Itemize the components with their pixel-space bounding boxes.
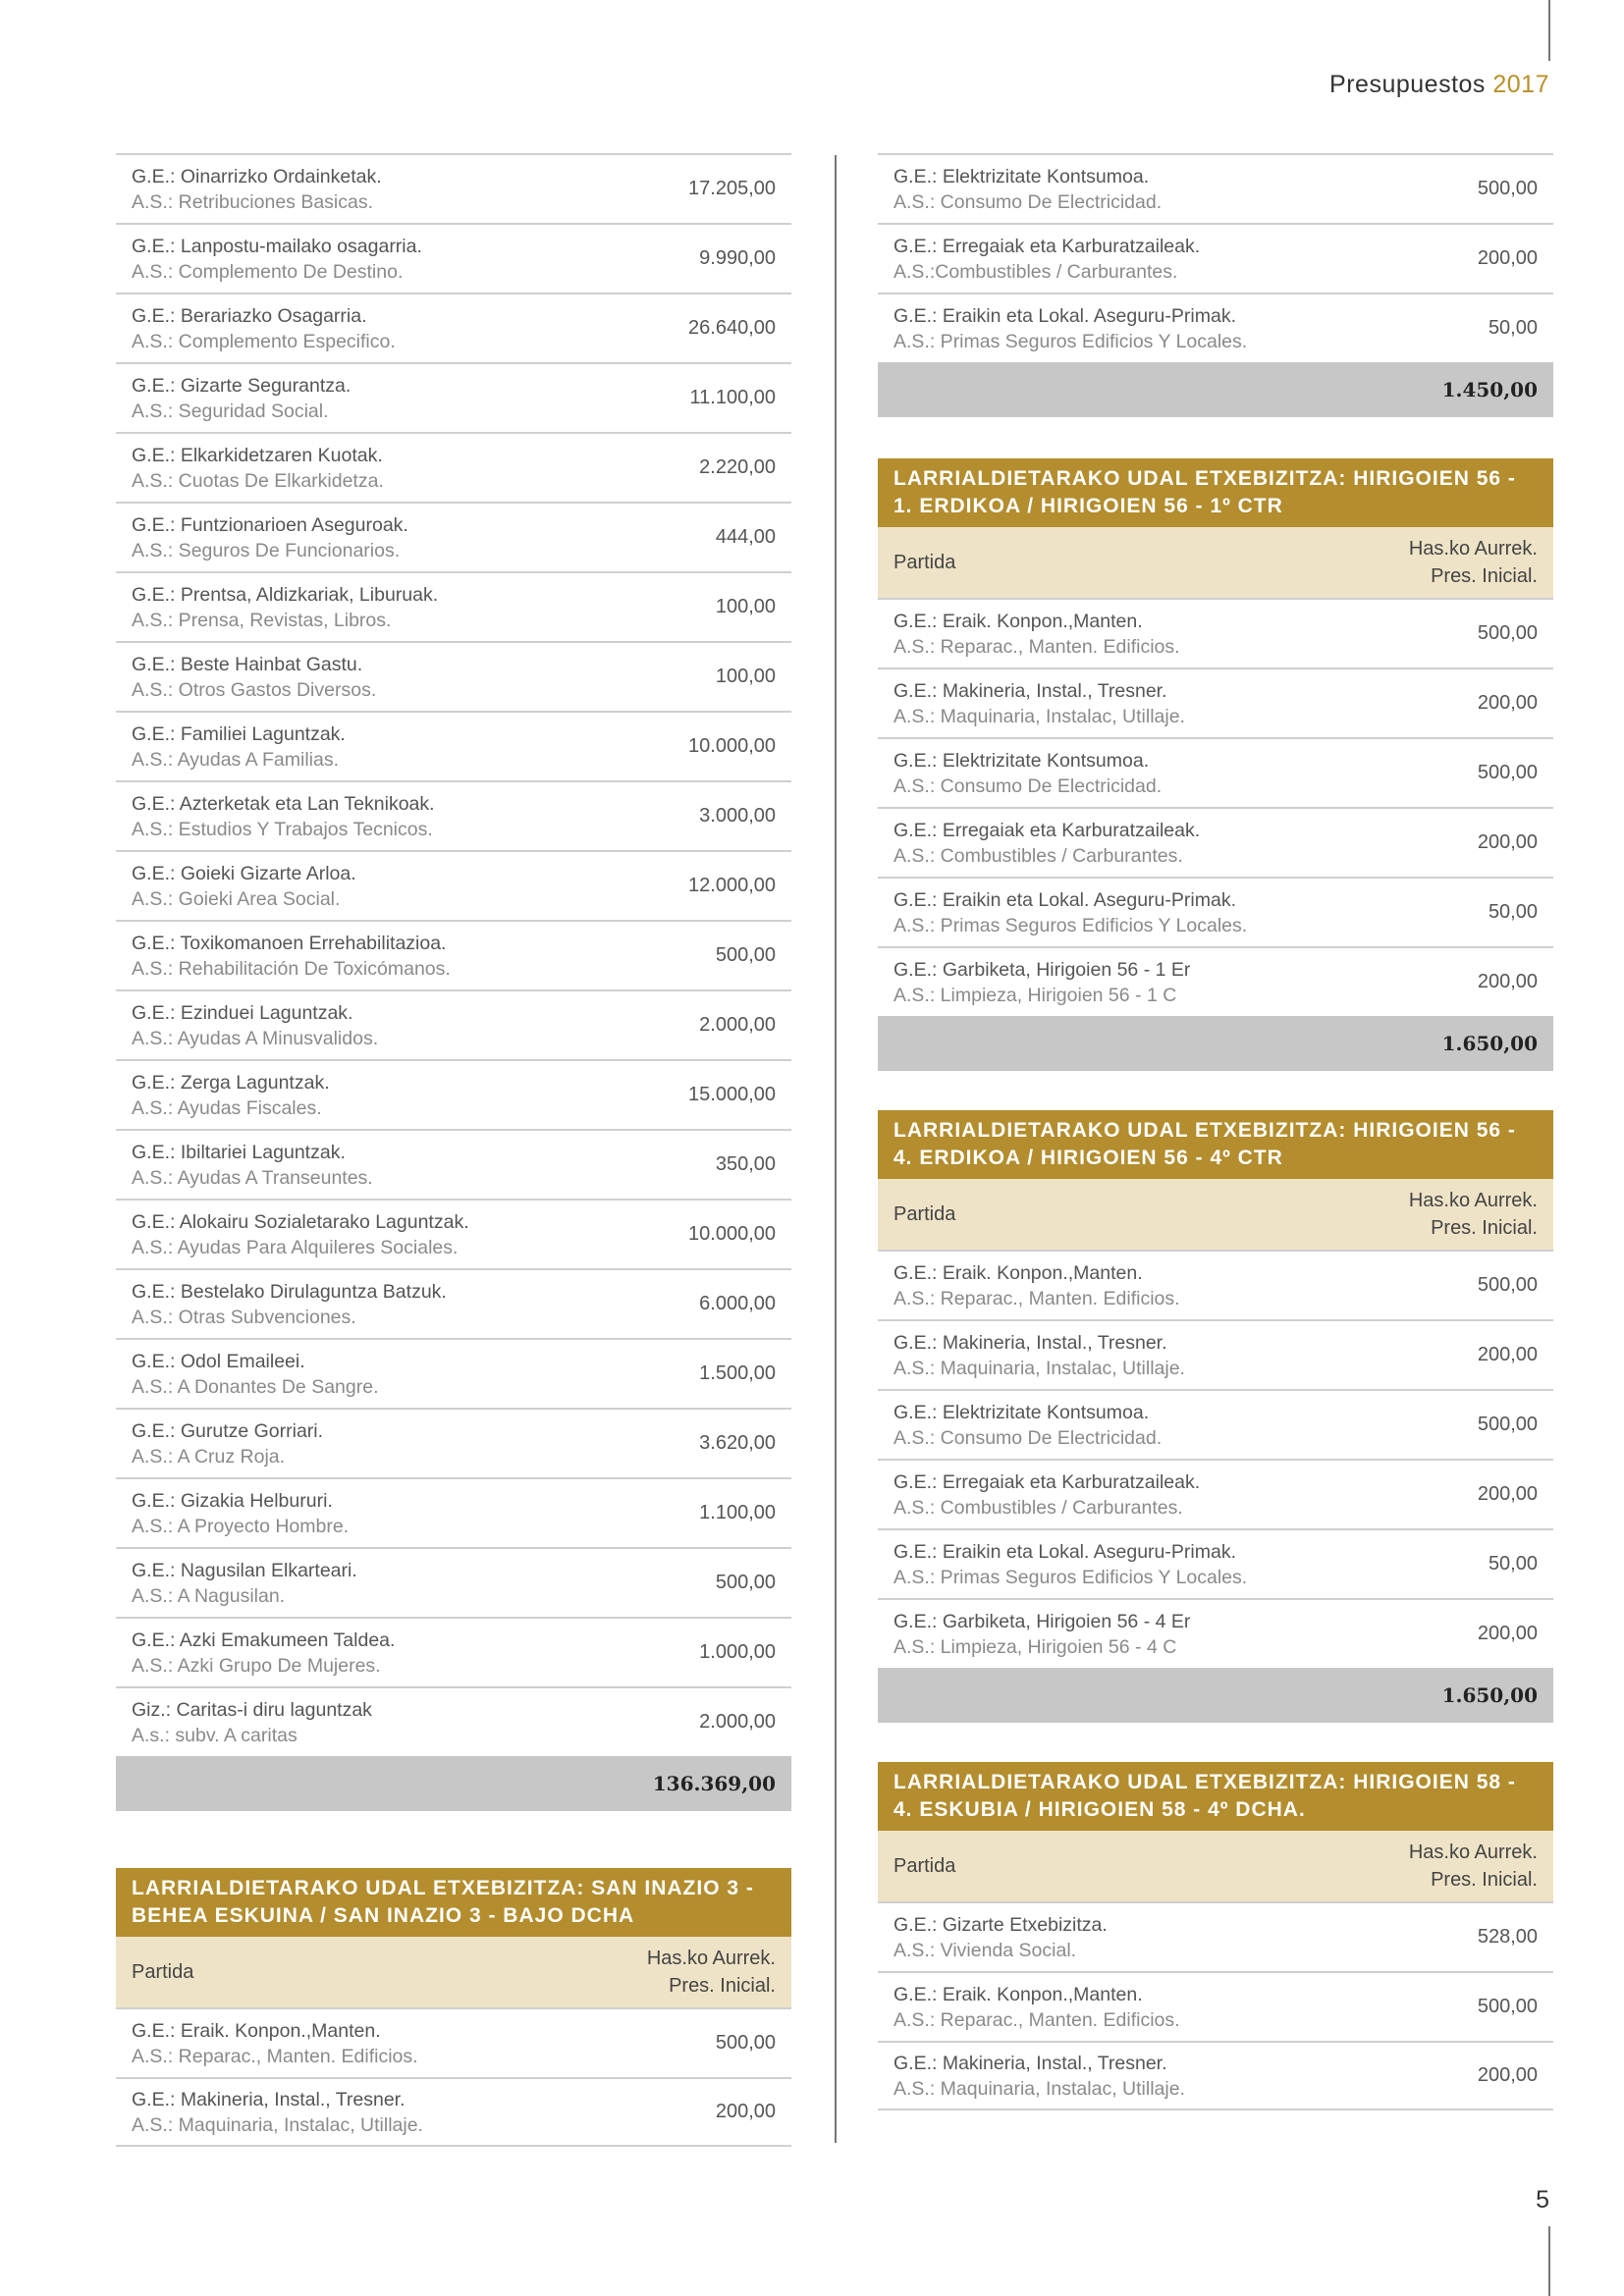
total-value: 1.650,00 xyxy=(1441,1683,1538,1707)
section-title-line: 1. ERDIKOA / HIRIGOIEN 56 - 1º CTR xyxy=(893,495,1283,517)
budget-row-labels xyxy=(132,1279,447,1330)
has-line2: Pres. Inicial. xyxy=(669,1975,776,1997)
budget-row xyxy=(878,667,1553,737)
partida-label: Partida xyxy=(893,1854,956,1877)
budget-value: 500,00 xyxy=(715,1572,776,1593)
budget-row-labels xyxy=(132,1558,357,1609)
spanish-label: A.S.: Maquinaria, Instalac, Utillaje. xyxy=(893,705,1185,727)
spanish-label: A.S.: Primas Seguros Edificios Y Locales. xyxy=(893,914,1248,936)
budget-value: 500,00 xyxy=(1477,1996,1538,2017)
section-title-hirigoien-58-4 xyxy=(878,1762,1553,1831)
budget-row xyxy=(878,223,1553,293)
budget-row xyxy=(116,1408,791,1477)
budget-row-labels xyxy=(893,887,1247,938)
basque-label: G.E.: Gizarte Segurantza. xyxy=(132,374,352,397)
basque-label: G.E.: Makineria, Instal., Tresner. xyxy=(893,679,1167,702)
has-line1: Has.ko Aurrek. xyxy=(646,1948,776,1969)
budget-row-labels xyxy=(132,791,435,842)
spanish-label: A.S.: Consumo De Electricidad. xyxy=(893,1426,1163,1449)
budget-row-labels xyxy=(893,2051,1185,2102)
hirigoien-56-1-total xyxy=(878,1016,1553,1071)
spanish-label: A.S.: Combustibles / Carburantes. xyxy=(893,844,1183,867)
basque-label: G.E.: Eraikin eta Lokal. Aseguru-Primak. xyxy=(893,1540,1236,1563)
basque-label: G.E.: Eraikin eta Lokal. Aseguru-Primak. xyxy=(893,888,1236,911)
basque-label: G.E.: Eraik. Konpon.,Manten. xyxy=(893,1983,1143,2005)
budget-value: 100,00 xyxy=(715,666,776,687)
header-title: Presupuestos xyxy=(1329,71,1486,98)
section-title-san-inazio xyxy=(116,1868,791,1937)
budget-value: 6.000,00 xyxy=(699,1293,776,1314)
right-top-rows xyxy=(878,153,1553,362)
budget-row-labels xyxy=(132,373,351,424)
budget-row-labels xyxy=(893,1260,1180,1311)
budget-value: 11.100,00 xyxy=(689,387,776,408)
spanish-label: A.S.: Reparac., Manten. Edificios. xyxy=(893,635,1180,658)
basque-label: G.E.: Garbiketa, Hirigoien 56 - 4 Er xyxy=(893,1610,1191,1632)
spanish-label: A.S.: Limpieza, Hirigoien 56 - 4 C xyxy=(893,1635,1177,1658)
budget-value: 9.990,00 xyxy=(699,247,776,269)
hirigoien-56-4-rows xyxy=(878,1250,1553,1668)
initial-budget-label xyxy=(647,1945,776,2000)
has-line1: Has.ko Aurrek. xyxy=(1408,1842,1538,1863)
budget-row-labels xyxy=(132,1697,372,1748)
right-column xyxy=(878,153,1553,2110)
budget-value: 26.640,00 xyxy=(688,317,776,339)
budget-row-labels xyxy=(893,609,1180,660)
budget-value: 200,00 xyxy=(1477,1344,1538,1365)
basque-label: G.E.: Makineria, Instal., Tresner. xyxy=(893,2052,1167,2074)
budget-row xyxy=(116,711,791,780)
basque-label: G.E.: Eraik. Konpon.,Manten. xyxy=(893,1261,1143,1284)
budget-value: 1.100,00 xyxy=(699,1502,776,1523)
section-title-line: 4. ERDIKOA / HIRIGOIEN 56 - 4º CTR xyxy=(893,1147,1283,1169)
spanish-label: A.S.: Reparac., Manten. Edificios. xyxy=(893,1287,1180,1309)
initial-budget-label xyxy=(1409,1187,1538,1242)
budget-row-labels xyxy=(893,303,1247,354)
basque-label: G.E.: Makineria, Instal., Tresner. xyxy=(132,2088,406,2110)
spanish-label: A.S.: Reparac., Manten. Edificios. xyxy=(132,2045,418,2067)
budget-value: 500,00 xyxy=(715,2032,776,2054)
budget-row xyxy=(878,1250,1553,1319)
column-header xyxy=(878,1179,1553,1250)
budget-value: 200,00 xyxy=(1477,971,1538,992)
budget-row-labels xyxy=(132,443,384,494)
budget-row xyxy=(878,807,1553,877)
budget-row-labels xyxy=(132,1070,330,1121)
spanish-label: A.S.: Ayudas A Minusvalidos. xyxy=(132,1027,379,1049)
bottom-rule xyxy=(1548,2226,1550,2296)
budget-value: 200,00 xyxy=(1477,1483,1538,1505)
has-line2: Pres. Inicial. xyxy=(1431,1869,1538,1891)
budget-row xyxy=(116,2077,791,2147)
budget-value: 2.000,00 xyxy=(699,1711,776,1733)
budget-row-labels xyxy=(132,582,438,633)
budget-row xyxy=(116,223,791,293)
budget-row xyxy=(878,598,1553,667)
budget-row-labels xyxy=(893,1982,1180,2033)
spanish-label: A.S.: Estudios Y Trabajos Tecnicos. xyxy=(132,818,433,840)
budget-row xyxy=(878,1971,1553,2041)
budget-row xyxy=(878,1598,1553,1668)
budget-row-labels xyxy=(893,1330,1185,1381)
budget-row-labels xyxy=(132,1418,323,1469)
spanish-label: A.S.: Rehabilitación De Toxicómanos. xyxy=(132,957,451,980)
spanish-label: A.S.: Retribuciones Basicas. xyxy=(132,190,374,213)
basque-label: G.E.: Makineria, Instal., Tresner. xyxy=(893,1331,1167,1354)
budget-value: 2.000,00 xyxy=(699,1014,776,1036)
right-top-total xyxy=(878,362,1553,417)
budget-value: 100,00 xyxy=(715,596,776,617)
budget-row xyxy=(116,502,791,571)
budget-row-labels xyxy=(132,1140,373,1191)
budget-row xyxy=(878,153,1553,223)
spanish-label: A.S.: Ayudas Para Alquileres Sociales. xyxy=(132,1236,459,1258)
section-title-line: LARRIALDIETARAKO UDAL ETXEBIZITZA: HIRIGOIEN 58 - xyxy=(893,1771,1516,1793)
budget-value: 528,00 xyxy=(1477,1926,1538,1948)
initial-budget-label xyxy=(1409,1839,1538,1894)
page-number: 5 xyxy=(1536,2186,1549,2214)
budget-value: 200,00 xyxy=(1477,1623,1538,1644)
section-title-line: LARRIALDIETARAKO UDAL ETXEBIZITZA: HIRIGOIEN 56 - xyxy=(893,1119,1516,1142)
section-title-line: BEHEA ESKUINA / SAN INAZIO 3 - BAJO DCHA xyxy=(132,1904,635,1927)
has-line1: Has.ko Aurrek. xyxy=(1408,538,1538,560)
basque-label: G.E.: Bestelako Dirulaguntza Batzuk. xyxy=(132,1280,447,1303)
budget-row xyxy=(878,877,1553,946)
budget-row-labels xyxy=(132,1209,469,1260)
has-line2: Pres. Inicial. xyxy=(1431,1217,1538,1239)
hirigoien-56-1-rows xyxy=(878,598,1553,1016)
basque-label: G.E.: Elektrizitate Kontsumoa. xyxy=(893,1401,1150,1423)
spanish-label: A.S.: Combustibles / Carburantes. xyxy=(893,1496,1183,1519)
partida-label: Partida xyxy=(893,551,956,573)
budget-value: 500,00 xyxy=(1477,1274,1538,1296)
basque-label: G.E.: Gizarte Etxebizitza. xyxy=(893,1913,1108,1936)
budget-value: 1.500,00 xyxy=(699,1362,776,1384)
budget-value: 200,00 xyxy=(1477,692,1538,714)
budget-value: 500,00 xyxy=(1477,178,1538,199)
budget-row xyxy=(116,989,791,1059)
section-title-hirigoien-56-1 xyxy=(878,458,1553,527)
budget-row xyxy=(116,1268,791,1338)
budget-row-labels xyxy=(132,2087,423,2138)
budget-row-labels xyxy=(132,1349,379,1400)
column-divider xyxy=(835,155,837,2143)
budget-row-labels xyxy=(893,164,1162,215)
spanish-label: A.S.: Complemento De Destino. xyxy=(132,260,404,283)
basque-label: G.E.: Erregaiak eta Karburatzaileak. xyxy=(893,235,1201,257)
budget-row xyxy=(878,1901,1553,1971)
budget-value: 500,00 xyxy=(715,944,776,966)
section-title-line: 4. ESKUBIA / HIRIGOIEN 58 - 4º DCHA. xyxy=(893,1798,1306,1821)
spanish-label: A.S.: Maquinaria, Instalac, Utillaje. xyxy=(893,1357,1185,1379)
budget-row xyxy=(116,1129,791,1199)
header-year: 2017 xyxy=(1492,71,1549,98)
basque-label: G.E.: Eraik. Konpon.,Manten. xyxy=(893,610,1143,632)
hirigoien-58-4-rows xyxy=(878,1901,1553,2110)
basque-label: G.E.: Elektrizitate Kontsumoa. xyxy=(893,165,1150,187)
budget-row-labels xyxy=(893,748,1162,799)
spanish-label: A.S.: Maquinaria, Instalac, Utillaje. xyxy=(893,2077,1185,2100)
budget-row-labels xyxy=(132,234,422,285)
budget-row-labels xyxy=(893,678,1185,729)
page-header xyxy=(1329,71,1549,99)
spanish-label: A.S.: Prensa, Revistas, Libros. xyxy=(132,609,392,631)
section-title-line: LARRIALDIETARAKO UDAL ETXEBIZITZA: HIRIGOIEN 56 - xyxy=(893,467,1516,490)
budget-row xyxy=(116,920,791,989)
budget-row-labels xyxy=(893,1539,1247,1590)
basque-label: G.E.: Ibiltariei Laguntzak. xyxy=(132,1141,346,1163)
budget-value: 500,00 xyxy=(1477,762,1538,783)
budget-row xyxy=(116,641,791,711)
budget-value: 12.000,00 xyxy=(688,875,776,896)
has-line1: Has.ko Aurrek. xyxy=(1408,1190,1538,1211)
basque-label: G.E.: Familiei Laguntzak. xyxy=(132,722,346,745)
basque-label: G.E.: Eraik. Konpon.,Manten. xyxy=(132,2019,381,2042)
spanish-label: A.S.: Reparac., Manten. Edificios. xyxy=(893,2008,1180,2031)
total-value: 1.650,00 xyxy=(1441,1032,1538,1055)
spanish-label: A.S.: Cuotas De Elkarkidetza. xyxy=(132,469,384,492)
budget-row-labels xyxy=(893,1609,1190,1660)
budget-value: 200,00 xyxy=(715,2101,776,2122)
spanish-label: A.S.: Otras Subvenciones. xyxy=(132,1306,356,1328)
basque-label: G.E.: Odol Emaileei. xyxy=(132,1350,305,1372)
budget-row xyxy=(116,1617,791,1686)
budget-row xyxy=(878,1528,1553,1598)
budget-row xyxy=(116,1547,791,1617)
budget-row-labels xyxy=(132,861,356,912)
partida-label: Partida xyxy=(132,1960,194,1983)
budget-row xyxy=(878,1459,1553,1528)
budget-row-labels xyxy=(132,721,346,773)
budget-value: 3.620,00 xyxy=(699,1432,776,1454)
basque-label: G.E.: Funtzionarioen Aseguroak. xyxy=(132,513,408,536)
budget-row xyxy=(878,1319,1553,1389)
budget-value: 2.220,00 xyxy=(699,456,776,478)
has-line2: Pres. Inicial. xyxy=(1431,565,1538,587)
hirigoien-56-4-total xyxy=(878,1668,1553,1723)
column-header xyxy=(878,1831,1553,1901)
budget-value: 10.000,00 xyxy=(688,1223,776,1245)
budget-row-labels xyxy=(132,303,396,354)
basque-label: G.E.: Elektrizitate Kontsumoa. xyxy=(893,749,1150,772)
san-inazio-rows xyxy=(116,2007,791,2147)
budget-row xyxy=(116,362,791,432)
basque-label: G.E.: Azki Emakumeen Taldea. xyxy=(132,1629,396,1651)
budget-value: 50,00 xyxy=(1488,1553,1538,1575)
budget-row xyxy=(116,780,791,850)
left-column xyxy=(116,153,791,2147)
spanish-label: A.S.: Ayudas Fiscales. xyxy=(132,1096,322,1119)
budget-row xyxy=(878,2041,1553,2110)
budget-row-labels xyxy=(893,1469,1200,1521)
basque-label: G.E.: Zerga Laguntzak. xyxy=(132,1071,330,1094)
budget-value: 1.000,00 xyxy=(699,1641,776,1663)
spanish-label: A.S.: Consumo De Electricidad. xyxy=(893,190,1163,213)
left-rows xyxy=(116,153,791,1756)
basque-label: G.E.: Erregaiak eta Karburatzaileak. xyxy=(893,819,1201,841)
spanish-label: A.S.: Seguros De Funcionarios. xyxy=(132,539,401,561)
budget-row-labels xyxy=(132,2018,418,2069)
budget-row xyxy=(116,1059,791,1129)
budget-row xyxy=(116,850,791,920)
budget-value: 444,00 xyxy=(715,526,776,548)
budget-value: 50,00 xyxy=(1488,901,1538,923)
budget-value: 3.000,00 xyxy=(699,805,776,827)
spanish-label: A.S.: Goieki Area Social. xyxy=(132,887,341,910)
basque-label: G.E.: Erregaiak eta Karburatzaileak. xyxy=(893,1470,1201,1493)
spanish-label: A.S.: Ayudas A Familias. xyxy=(132,748,339,771)
spanish-label: A.S.: Consumo De Electricidad. xyxy=(893,774,1163,797)
budget-value: 200,00 xyxy=(1477,2064,1538,2086)
budget-value: 200,00 xyxy=(1477,831,1538,853)
budget-row xyxy=(878,1389,1553,1459)
spanish-label: A.S.: A Proyecto Hombre. xyxy=(132,1515,350,1537)
basque-label: G.E.: Goieki Gizarte Arloa. xyxy=(132,862,356,884)
section-title-line: LARRIALDIETARAKO UDAL ETXEBIZITZA: SAN INAZIO 3 - xyxy=(132,1877,754,1899)
left-total xyxy=(116,1756,791,1811)
basque-label: Giz.: Caritas-i diru laguntzak xyxy=(132,1698,372,1721)
budget-row xyxy=(116,1686,791,1756)
budget-row xyxy=(116,1477,791,1547)
budget-value: 50,00 xyxy=(1488,317,1538,339)
budget-row-labels xyxy=(132,164,382,215)
basque-label: G.E.: Elkarkidetzaren Kuotak. xyxy=(132,444,383,466)
budget-value: 500,00 xyxy=(1477,1414,1538,1435)
budget-row xyxy=(878,946,1553,1016)
spanish-label: A.S.: Primas Seguros Edificios Y Locales. xyxy=(893,1566,1248,1588)
spanish-label: A.S.: Limpieza, Hirigoien 56 - 1 C xyxy=(893,984,1177,1006)
budget-row-labels xyxy=(893,234,1200,285)
budget-row-labels xyxy=(132,512,408,563)
budget-value: 350,00 xyxy=(715,1153,776,1175)
top-rule xyxy=(1548,0,1550,61)
spanish-label: A.S.: Complemento Especifico. xyxy=(132,330,396,352)
basque-label: G.E.: Gurutze Gorriari. xyxy=(132,1419,324,1442)
budget-value: 15.000,00 xyxy=(688,1084,776,1105)
budget-row xyxy=(878,293,1553,362)
spanish-label: A.s.: subv. A caritas xyxy=(132,1724,298,1746)
total-value: 1.450,00 xyxy=(1441,378,1538,401)
budget-row xyxy=(116,1338,791,1408)
budget-row-labels xyxy=(132,1488,349,1539)
spanish-label: A.S.: Primas Seguros Edificios Y Locales. xyxy=(893,330,1248,352)
basque-label: G.E.: Prentsa, Aldizkariak, Liburuak. xyxy=(132,583,439,606)
budget-row-labels xyxy=(132,1628,395,1679)
budget-value: 500,00 xyxy=(1477,622,1538,644)
column-header xyxy=(116,1937,791,2007)
budget-row xyxy=(878,737,1553,807)
section-title-hirigoien-56-4 xyxy=(878,1110,1553,1179)
budget-row xyxy=(116,293,791,362)
basque-label: G.E.: Alokairu Sozialetarako Laguntzak. xyxy=(132,1210,469,1233)
basque-label: G.E.: Lanpostu-mailako osagarria. xyxy=(132,235,422,257)
partida-label: Partida xyxy=(893,1202,956,1225)
basque-label: G.E.: Garbiketa, Hirigoien 56 - 1 Er xyxy=(893,958,1191,981)
basque-label: G.E.: Berariazko Osagarria. xyxy=(132,304,367,327)
spanish-label: A.S.: Seguridad Social. xyxy=(132,400,329,422)
basque-label: G.E.: Oinarrizko Ordainketak. xyxy=(132,165,382,187)
basque-label: G.E.: Ezinduei Laguntzak. xyxy=(132,1001,353,1024)
budget-row-labels xyxy=(893,818,1200,869)
spanish-label: A.S.: A Cruz Roja. xyxy=(132,1445,286,1468)
budget-row xyxy=(116,1199,791,1268)
basque-label: G.E.: Toxikomanoen Errehabilitazioa. xyxy=(132,932,447,954)
budget-row-labels xyxy=(132,1000,378,1051)
budget-row-labels xyxy=(132,931,451,982)
budget-row-labels xyxy=(893,1912,1108,1963)
spanish-label: A.S.: A Nagusilan. xyxy=(132,1584,286,1607)
basque-label: G.E.: Gizakia Helbururi. xyxy=(132,1489,333,1512)
spanish-label: A.S.: Ayudas A Transeuntes. xyxy=(132,1166,373,1189)
initial-budget-label xyxy=(1409,535,1538,590)
basque-label: G.E.: Beste Hainbat Gastu. xyxy=(132,653,363,675)
spanish-label: A.S.:Combustibles / Carburantes. xyxy=(893,260,1178,283)
budget-value: 200,00 xyxy=(1477,247,1538,269)
budget-row xyxy=(116,153,791,223)
budget-value: 10.000,00 xyxy=(688,735,776,757)
basque-label: G.E.: Nagusilan Elkarteari. xyxy=(132,1559,357,1581)
budget-value: 17.205,00 xyxy=(688,178,776,199)
budget-row xyxy=(116,571,791,641)
total-value: 136.369,00 xyxy=(652,1772,776,1795)
budget-row-labels xyxy=(132,652,376,703)
basque-label: G.E.: Azterketak eta Lan Teknikoak. xyxy=(132,792,435,815)
budget-row xyxy=(116,2007,791,2077)
column-header xyxy=(878,527,1553,598)
budget-row-labels xyxy=(893,1400,1162,1451)
spanish-label: A.S.: Vivienda Social. xyxy=(893,1939,1077,1961)
spanish-label: A.S.: A Donantes De Sangre. xyxy=(132,1375,379,1398)
budget-row-labels xyxy=(893,957,1190,1008)
budget-row xyxy=(116,432,791,502)
spanish-label: A.S.: Azki Grupo De Mujeres. xyxy=(132,1654,381,1677)
spanish-label: A.S.: Maquinaria, Instalac, Utillaje. xyxy=(132,2113,423,2136)
basque-label: G.E.: Eraikin eta Lokal. Aseguru-Primak. xyxy=(893,304,1236,327)
spanish-label: A.S.: Otros Gastos Diversos. xyxy=(132,678,377,701)
